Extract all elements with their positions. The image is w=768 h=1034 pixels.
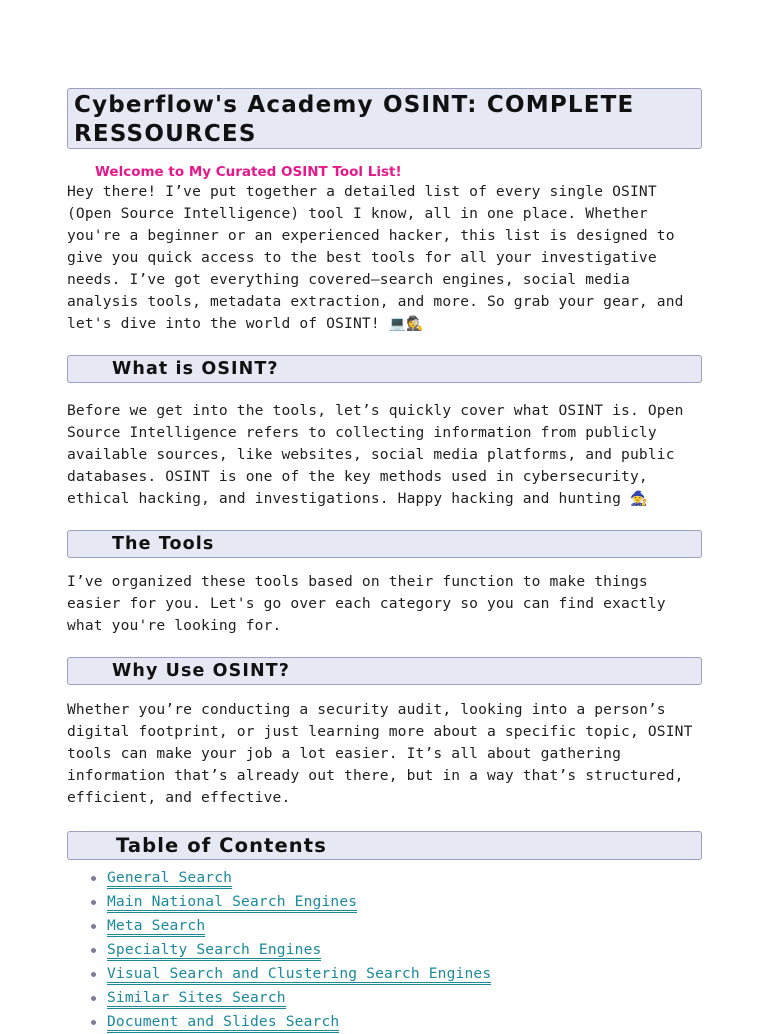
page-title: Cyberflow's Academy OSINT: COMPLETE RESSOURCES xyxy=(74,92,635,147)
bullet-icon xyxy=(91,876,96,881)
bullet-icon xyxy=(91,1020,96,1025)
section-paragraph-what-is-osint xyxy=(67,400,702,510)
bullet-icon xyxy=(91,996,96,1001)
bullet-icon xyxy=(91,972,96,977)
bullet-icon xyxy=(91,900,96,905)
section-text: Before we get into the tools, let’s quickly cover what OSINT is. Open Source Intelligence refers to collecting information from publicly available sources, like websites, social media platforms, and public databases. OSINT is one of the key methods used in cybersecurity, ethical hacking, and investigations. Happy hacking and hunting xyxy=(67,402,684,507)
toc-link-meta-search[interactable]: Meta Search xyxy=(107,917,205,937)
toc-link-similar-sites-search[interactable]: Similar Sites Search xyxy=(107,989,286,1009)
table-of-contents-list xyxy=(67,866,702,1034)
section-text: Whether you’re conducting a security audit, looking into a person’s digital footprint, or just learning more about a specific topic, OSINT tools can make your job a lot easier. It’s all about gathering information that’s already out there, but in a way that’s structured, efficient, and effective. xyxy=(67,701,693,806)
toc-link-specialty-search-engines[interactable]: Specialty Search Engines xyxy=(107,941,321,961)
toc-list-item xyxy=(107,914,702,938)
intro-paragraph xyxy=(67,181,702,335)
toc-list-item xyxy=(107,1010,702,1034)
toc-link-main-national-search-engines[interactable]: Main National Search Engines xyxy=(107,893,357,913)
wizard-icon: 🧙 xyxy=(629,491,648,507)
toc-list-item xyxy=(107,890,702,914)
toc-list-item xyxy=(107,962,702,986)
section-heading-text: Why Use OSINT? xyxy=(112,661,290,681)
welcome-heading: Welcome to My Curated OSINT Tool List! xyxy=(95,164,402,180)
toc-link-general-search[interactable]: General Search xyxy=(107,869,232,889)
section-heading-what-is-osint xyxy=(67,355,702,383)
bullet-icon xyxy=(91,924,96,929)
toc-link-document-and-slides-search[interactable]: Document and Slides Search xyxy=(107,1013,339,1033)
section-heading-the-tools xyxy=(67,530,702,558)
section-paragraph-why-use-osint xyxy=(67,699,702,809)
toc-heading: Table of Contents xyxy=(116,834,327,857)
toc-list-item xyxy=(107,938,702,962)
section-text: I’ve organized these tools based on their function to make things easier for you. Let's go over each category so you can find exactly what you're looking for. xyxy=(67,573,666,634)
section-heading-why-use-osint xyxy=(67,657,702,685)
toc-link-visual-search[interactable]: Visual Search and Clustering Search Engines xyxy=(107,965,491,985)
toc-list-item xyxy=(107,986,702,1010)
bullet-icon xyxy=(91,948,96,953)
intro-text: Hey there! I’ve put together a detailed list of every single OSINT (Open Source Intelligence) tool I know, all in one place. Whether you're a beginner or an experienced hacker, this list is designed to give you quick access to the best tools for all your investigative needs. I’ve got everything covered—search engines, social media analysis tools, metadata extraction, and more. So grab your gear, and let's dive into the world of OSINT! xyxy=(67,183,684,332)
section-heading-text: What is OSINT? xyxy=(112,359,279,379)
toc-list-item xyxy=(107,866,702,890)
toc-heading-box xyxy=(67,831,702,860)
laptop-detective-icon: 💻🕵 xyxy=(388,316,424,332)
section-paragraph-the-tools xyxy=(67,571,702,637)
document-page xyxy=(67,88,702,1034)
section-heading-text: The Tools xyxy=(112,534,215,554)
title-box xyxy=(67,88,702,149)
